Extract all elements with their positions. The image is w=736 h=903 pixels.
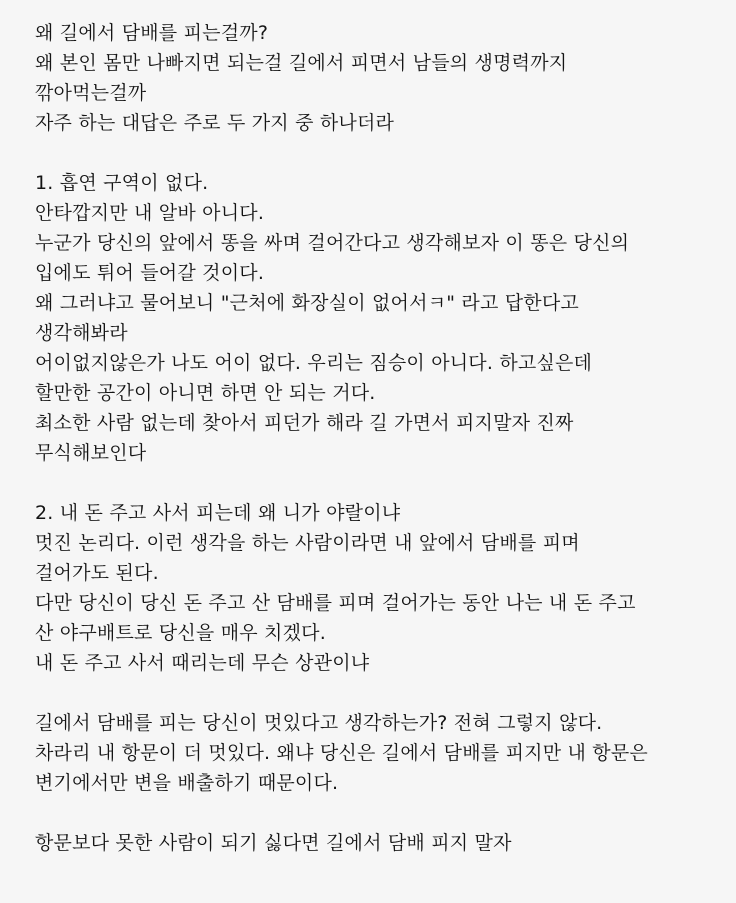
text-line: 멋진 논리다. 이런 생각을 하는 사람이라면 내 앞에서 담배를 피며 (35, 532, 580, 554)
text-line: 생각해봐라 (35, 322, 128, 344)
paragraph-gap (35, 678, 725, 708)
reason-1-heading: 1. 흡연 구역이 없다. (35, 172, 209, 194)
text-line: 차라리 내 항문이 더 멋있다. 왜냐 당신은 길에서 담배를 피지만 내 항문은 (35, 742, 648, 764)
text-line: 최소한 사람 없는데 찾아서 피던가 해라 길 가면서 피지말자 진짜 (35, 412, 574, 434)
text-line: 누군가 당신의 앞에서 똥을 싸며 걸어간다고 생각해보자 이 똥은 당신의 (35, 232, 630, 254)
reason-2-heading: 2. 내 돈 주고 사서 피는데 왜 니가 야랄이냐 (35, 502, 401, 524)
paragraph-gap (35, 468, 725, 498)
intro-paragraph (35, 18, 725, 138)
text-line: 왜 본인 몸만 나빠지면 되는걸 길에서 피면서 남들의 생명력까지 (35, 52, 568, 74)
text-line: 산 야구배트로 당신을 매우 치겠다. (35, 622, 326, 644)
closing-line: 항문보다 못한 사람이 되기 싫다면 길에서 담배 피지 말자 (35, 832, 512, 854)
text-line: 무식해보인다 (35, 442, 147, 464)
text-line: 입에도 튀어 들어갈 것이다. (35, 262, 265, 284)
reason-1-paragraph (35, 168, 725, 468)
paragraph-gap (35, 798, 725, 828)
text-line: 왜 길에서 담배를 피는걸까? (35, 22, 269, 44)
conclusion-paragraph (35, 708, 725, 798)
reason-2-paragraph (35, 498, 725, 678)
text-line: 안타깝지만 내 알바 아니다. (35, 202, 265, 224)
text-line: 깎아먹는걸까 (35, 82, 147, 104)
text-line: 할만한 공간이 아니면 하면 안 되는 거다. (35, 382, 376, 404)
text-line: 왜 그러냐고 물어보니 "근처에 화장실이 없어서ㅋ" 라고 답한다고 (35, 292, 579, 314)
text-line: 걸어가도 된다. (35, 562, 159, 584)
closing-paragraph (35, 828, 725, 858)
text-line: 어이없지않은가 나도 어이 없다. 우리는 짐승이 아니다. 하고싶은데 (35, 352, 593, 374)
text-line: 자주 하는 대답은 주로 두 가지 중 하나더라 (35, 112, 395, 134)
text-line: 길에서 담배를 피는 당신이 멋있다고 생각하는가? 전혀 그렇지 않다. (35, 712, 603, 734)
paragraph-gap (35, 138, 725, 168)
text-line: 다만 당신이 당신 돈 주고 산 담배를 피며 걸어가는 동안 나는 내 돈 주고 (35, 592, 636, 614)
post-body (35, 18, 725, 858)
text-line: 변기에서만 변을 배출하기 때문이다. (35, 772, 339, 794)
text-line: 내 돈 주고 사서 때리는데 무슨 상관이냐 (35, 652, 370, 674)
